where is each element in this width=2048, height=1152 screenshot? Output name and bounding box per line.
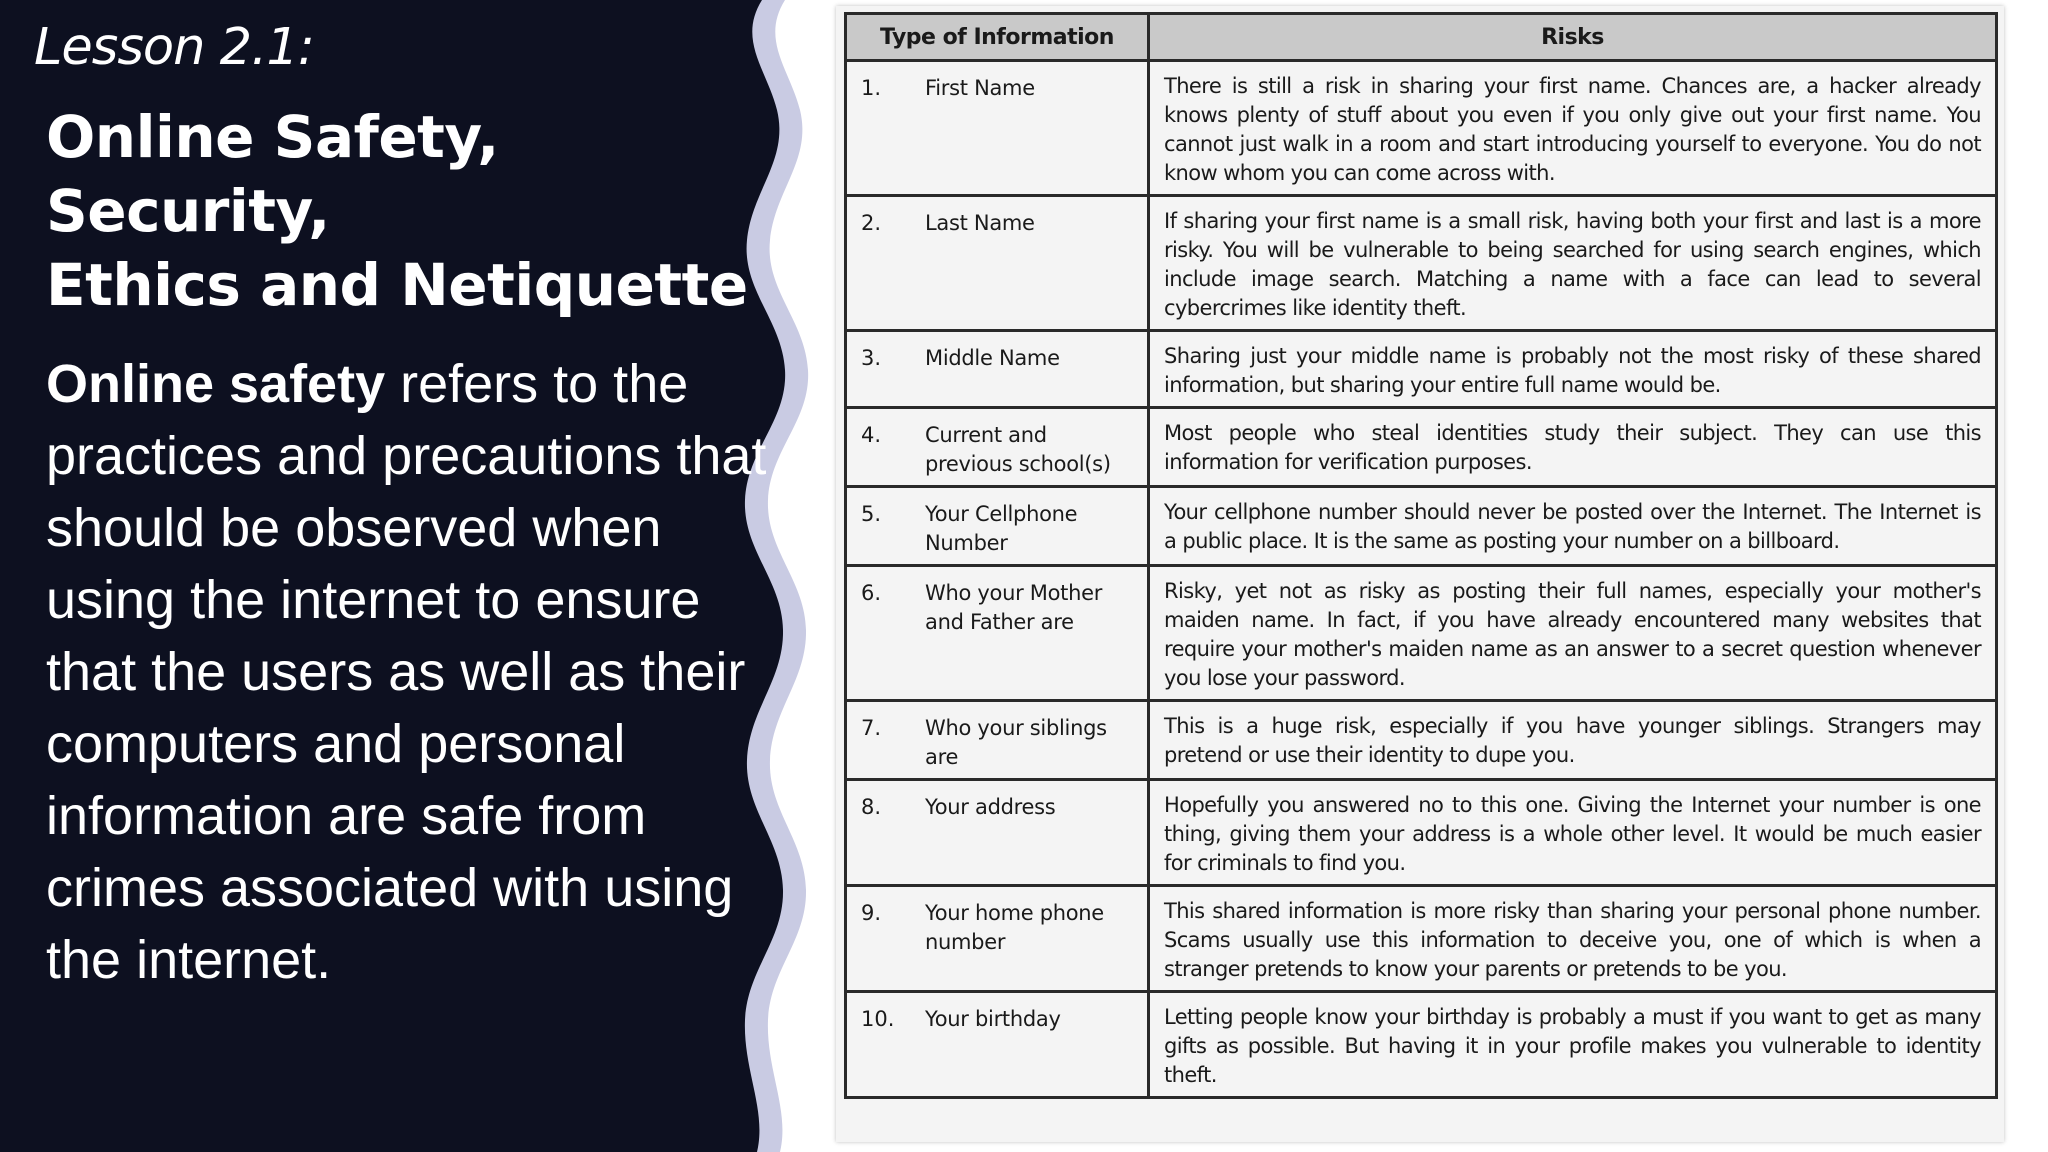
information-type: Your Cellphone Number bbox=[925, 502, 1078, 555]
type-cell bbox=[846, 61, 1149, 196]
type-cell bbox=[846, 780, 1149, 886]
risk-description: Most people who steal identities study their subject. They can use this information for verification purposes. bbox=[1149, 408, 1997, 487]
table-row bbox=[846, 701, 1997, 780]
information-type: Your home phone number bbox=[925, 901, 1104, 954]
type-cell bbox=[846, 701, 1149, 780]
type-cell bbox=[846, 408, 1149, 487]
type-cell bbox=[846, 331, 1149, 408]
row-number: 5. bbox=[861, 502, 882, 526]
row-number: 8. bbox=[861, 795, 882, 819]
information-type: Middle Name bbox=[925, 346, 1060, 370]
risk-description: This is a huge risk, especially if you have younger siblings. Strangers may pretend or use their identity to dupe you. bbox=[1149, 701, 1997, 780]
risk-description: If sharing your first name is a small risk, having both your first and last is a more risky. You will be vulnerable to being searched for using search engines, which include image search. Matching a name with a face can lead to several cybercrimes like identity theft. bbox=[1149, 196, 1997, 331]
row-number: 2. bbox=[861, 211, 882, 235]
information-type: Who your Mother and Father are bbox=[925, 581, 1103, 634]
lesson-title bbox=[46, 100, 786, 322]
table-row bbox=[846, 886, 1997, 992]
definition-term: Online safety bbox=[46, 354, 386, 414]
row-number: 7. bbox=[861, 716, 882, 740]
risk-description: Hopefully you answered no to this one. Giving the Internet your number is one thing, giving them your address is a whole other level. It would be much easier for criminals to find you. bbox=[1149, 780, 1997, 886]
title-line-2: Ethics and Netiquette bbox=[46, 251, 748, 319]
information-type: First Name bbox=[925, 76, 1035, 100]
table-row bbox=[846, 566, 1997, 701]
table-row bbox=[846, 780, 1997, 886]
title-line-1: Online Safety, Security, bbox=[46, 103, 499, 245]
type-cell bbox=[846, 566, 1149, 701]
header-risks: Risks bbox=[1149, 14, 1997, 61]
risk-description: Your cellphone number should never be posted over the Internet. The Internet is a public place. It is the same as posting your number on a billboard. bbox=[1149, 487, 1997, 566]
row-number: 10. bbox=[861, 1007, 895, 1031]
type-cell bbox=[846, 992, 1149, 1098]
table-row bbox=[846, 408, 1997, 487]
table-row bbox=[846, 992, 1997, 1098]
table-row bbox=[846, 196, 1997, 331]
table-row bbox=[846, 331, 1997, 408]
risk-description: Risky, yet not as risky as posting their full names, especially your mother's maiden name. In fact, if you have already encountered many websites that require your mother's maiden name as an answer to a secret question whenever you lose your password. bbox=[1149, 566, 1997, 701]
row-number: 6. bbox=[861, 581, 882, 605]
definition-body: refers to the practices and precautions that should be observed when using the internet to ensure that the users as well as their computers and personal information are safe from crimes associated with using the internet. bbox=[46, 354, 767, 990]
row-number: 4. bbox=[861, 423, 882, 447]
table-row bbox=[846, 61, 1997, 196]
risk-description: Sharing just your middle name is probably not the most risky of these shared information, but sharing your entire full name would be. bbox=[1149, 331, 1997, 408]
information-type: Your birthday bbox=[925, 1007, 1061, 1031]
table-row bbox=[846, 487, 1997, 566]
row-number: 1. bbox=[861, 76, 882, 100]
type-cell bbox=[846, 487, 1149, 566]
lesson-label: Lesson 2.1: bbox=[34, 18, 314, 77]
risk-description: This shared information is more risky than sharing your personal phone number. Scams usually use this information to deceive you, one of which is when a stranger pretends to know your parents or pretends to be you. bbox=[1149, 886, 1997, 992]
information-type: Current and previous school(s) bbox=[925, 423, 1111, 476]
header-type-of-information: Type of Information bbox=[846, 14, 1149, 61]
risk-description: There is still a risk in sharing your first name. Chances are, a hacker already knows plenty of stuff about you even if you only give out your first name. You cannot just walk in a room and start introducing yourself to everyone. You do not know whom you can come across with. bbox=[1149, 61, 1997, 196]
type-cell bbox=[846, 196, 1149, 331]
table-header-row bbox=[846, 14, 1997, 61]
information-type: Last Name bbox=[925, 211, 1035, 235]
information-type: Your address bbox=[925, 795, 1056, 819]
table-body bbox=[846, 61, 1997, 1098]
risk-description: Letting people know your birthday is probably a must if you want to get as many gifts as possible. But having it in your profile makes you vulnerable to identity theft. bbox=[1149, 992, 1997, 1098]
row-number: 3. bbox=[861, 346, 882, 370]
definition-text bbox=[46, 348, 786, 996]
information-type: Who your siblings are bbox=[925, 716, 1107, 769]
row-number: 9. bbox=[861, 901, 882, 925]
type-cell bbox=[846, 886, 1149, 992]
risk-table bbox=[844, 12, 1998, 1099]
left-panel bbox=[0, 0, 820, 1152]
risk-table-figure bbox=[836, 6, 2004, 1142]
